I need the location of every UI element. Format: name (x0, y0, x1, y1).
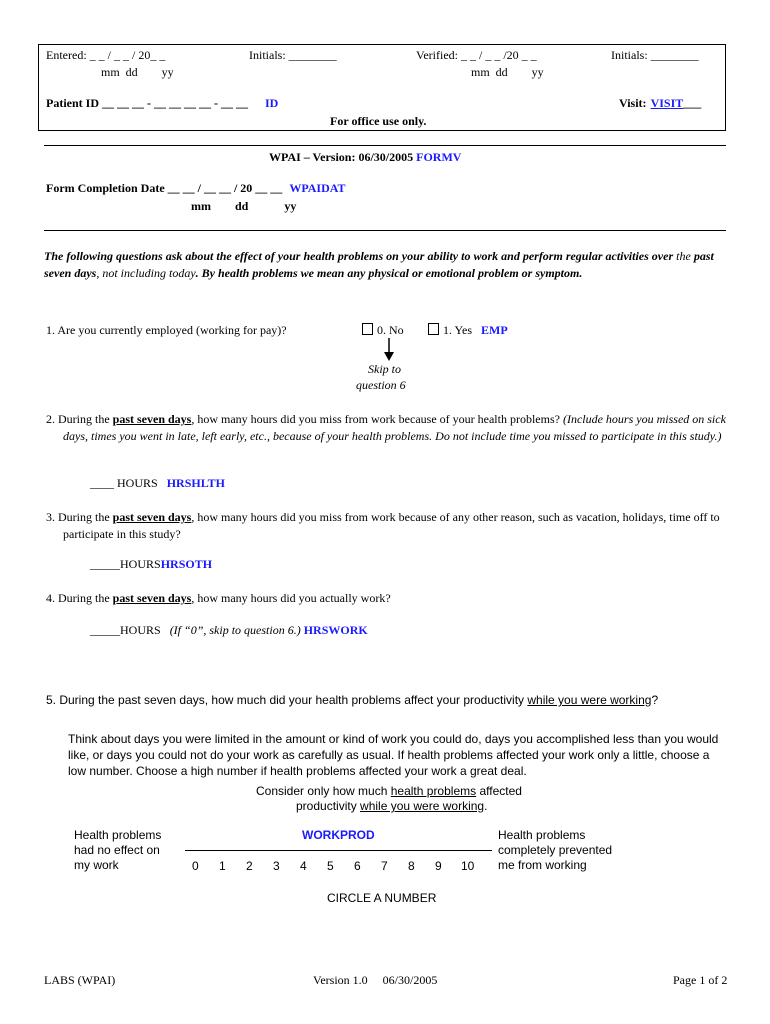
intro-part-3: past seven days (44, 249, 714, 280)
right-anchor (498, 828, 612, 873)
entered-label: Entered: (46, 48, 87, 62)
version-text: WPAI – Version: 06/30/2005 (269, 150, 414, 164)
completion-code: WPAIDAT (289, 181, 346, 195)
q1-yes-label: 1. Yes (443, 323, 473, 337)
q3-underline: past seven days (112, 510, 192, 524)
verified-value: _ _ / _ _ /20 _ _ (460, 48, 537, 62)
consider-2c: . (484, 799, 488, 813)
q5-consider-line-2 (296, 799, 487, 813)
q2-note: (Include hours you missed on sick days, times you went in late, left early, etc., because of your health problems. Do not include time you missed to participate in this study.) (63, 412, 726, 443)
q4-underline: past seven days (112, 591, 192, 605)
intro-part-2: the (673, 249, 694, 263)
patient-id-field[interactable] (46, 96, 278, 111)
initials-field-2[interactable]: Initials: ________ (611, 48, 699, 62)
right-anchor-line-1: Health problems (498, 828, 586, 842)
scale-4[interactable]: 4 (300, 859, 307, 873)
patient-id-label: Patient ID __ __ __ - __ __ __ __ - __ __ (46, 96, 248, 110)
left-anchor (74, 828, 161, 873)
q1-option-no[interactable] (362, 323, 404, 338)
patient-id-code: ID (264, 96, 279, 110)
workprod-code: WORKPROD (302, 828, 375, 842)
form-completion-date[interactable] (46, 181, 346, 196)
scale-1[interactable]: 1 (219, 859, 226, 873)
q2-answer-blank: ____ HOURS (90, 476, 158, 490)
q3-post: , how many hours did you miss from work because of any other reason, such as vacation, holidays, time off to participate in this study? (63, 510, 720, 541)
verified-sublabel: mm dd yy (471, 65, 544, 79)
q2-pre: 2. During the (46, 412, 113, 426)
q4-answer[interactable] (90, 623, 368, 638)
q2-code: HRSHLTH (166, 476, 225, 490)
visit-code: VISIT (650, 96, 684, 110)
q4-post: , how many hours did you actually work? (191, 591, 391, 605)
intro-paragraph (44, 248, 728, 282)
scale-10[interactable]: 10 (461, 859, 475, 873)
scale-5[interactable]: 5 (327, 859, 334, 873)
circle-instruction: CIRCLE A NUMBER (327, 891, 437, 905)
right-anchor-line-2: completely prevented (498, 843, 613, 857)
footer-center: Version 1.0 06/30/2005 (313, 973, 438, 987)
checkbox-yes[interactable] (428, 323, 439, 335)
scale-6[interactable]: 6 (354, 859, 361, 873)
q3-answer[interactable] (90, 557, 212, 572)
q4-note: (If “0”, skip to question 6.) (169, 623, 301, 637)
consider-2a: productivity (296, 799, 361, 813)
footer-left: LABS (WPAI) (44, 973, 116, 987)
q3-code: HRSOTH (160, 557, 213, 571)
q5-consider-line-1 (256, 784, 522, 798)
office-use-note: For office use only. (330, 114, 427, 128)
checkbox-no[interactable] (362, 323, 373, 335)
q5-instructions: Think about days you were limited in the amount or kind of work you could do, days you accomplished less than you would like, or days you could not do your work as carefully as usual. If health problems affected your work only a little, choose a low number. Choose a high number if health problems affected your work a great deal. (68, 732, 719, 778)
scale-line (185, 850, 492, 851)
divider-top (44, 145, 726, 146)
scale-2[interactable]: 2 (246, 859, 253, 873)
entered-value: _ _ / _ _ / 20_ _ (89, 48, 166, 62)
q3-text (46, 509, 747, 543)
scale-0[interactable]: 0 (192, 859, 199, 873)
footer-right: Page 1 of 2 (673, 973, 728, 987)
entered-field[interactable] (46, 48, 165, 63)
q3-pre: 3. During the (46, 510, 113, 524)
q2-text (46, 411, 747, 445)
consider-1a: Consider only how much (256, 784, 391, 798)
left-anchor-line-2: had no effect on (74, 843, 160, 857)
intro-part-5: . By health problems we mean any physical or emotional problem or symptom. (195, 266, 583, 280)
q4-text (46, 591, 391, 606)
q4-pre: 4. During the (46, 591, 113, 605)
entered-sublabel: mm dd yy (101, 65, 174, 79)
q4-answer-blank: _____HOURS (90, 623, 161, 637)
consider-2b: while you were working (360, 799, 485, 813)
q1-text: 1. Are you currently employed (working for pay)? (46, 323, 287, 337)
skip-note-1: Skip to (368, 362, 401, 376)
version-code: FORMV (416, 150, 462, 164)
consider-1c: affected (476, 784, 522, 798)
q5-underline: while you were working (527, 693, 652, 707)
q1-option-yes[interactable] (428, 323, 508, 338)
visit-label: Visit: (619, 96, 647, 110)
q1-no-label: 0. No (377, 323, 404, 337)
divider-mid (44, 230, 726, 231)
skip-note-2: question 6 (356, 378, 406, 392)
intro-part-4: , not including today (96, 266, 196, 280)
visit-field[interactable] (619, 96, 701, 111)
q3-answer-blank: _____HOURS (90, 557, 161, 571)
initials-field-1[interactable]: Initials: ________ (249, 48, 337, 62)
intro-part-1: The following questions ask about the effect of your health problems on your ability to work and perform regular activities over (44, 249, 674, 263)
left-anchor-line-1: Health problems (74, 828, 162, 842)
verified-label: Verified: (416, 48, 458, 62)
q2-post: , how many hours did you miss from work because of your health problems? (191, 412, 560, 426)
right-anchor-line-3: me from working (498, 858, 587, 872)
consider-1b: health problems (390, 784, 477, 798)
q1-code: EMP (481, 323, 508, 337)
q5-post: ? (651, 693, 659, 707)
q4-code: HRSWORK (303, 623, 368, 637)
skip-arrow-icon (381, 338, 397, 362)
scale-8[interactable]: 8 (408, 859, 415, 873)
scale-3[interactable]: 3 (273, 859, 280, 873)
q2-answer[interactable] (90, 476, 225, 491)
visit-blank: ___ (683, 96, 702, 110)
verified-field[interactable] (416, 48, 537, 63)
scale-9[interactable]: 9 (435, 859, 442, 873)
completion-label: Form Completion Date __ __ / __ __ / 20 __ __ (46, 181, 283, 195)
q5-pre: 5. During the past seven days, how much did your health problems affect your productivity (46, 693, 528, 707)
q2-underline: past seven days (112, 412, 192, 426)
completion-sublabel: mm dd yy (191, 199, 297, 213)
scale-7[interactable]: 7 (381, 859, 388, 873)
version-title (269, 150, 461, 165)
left-anchor-line-3: my work (74, 858, 119, 872)
q5-text (46, 693, 658, 707)
